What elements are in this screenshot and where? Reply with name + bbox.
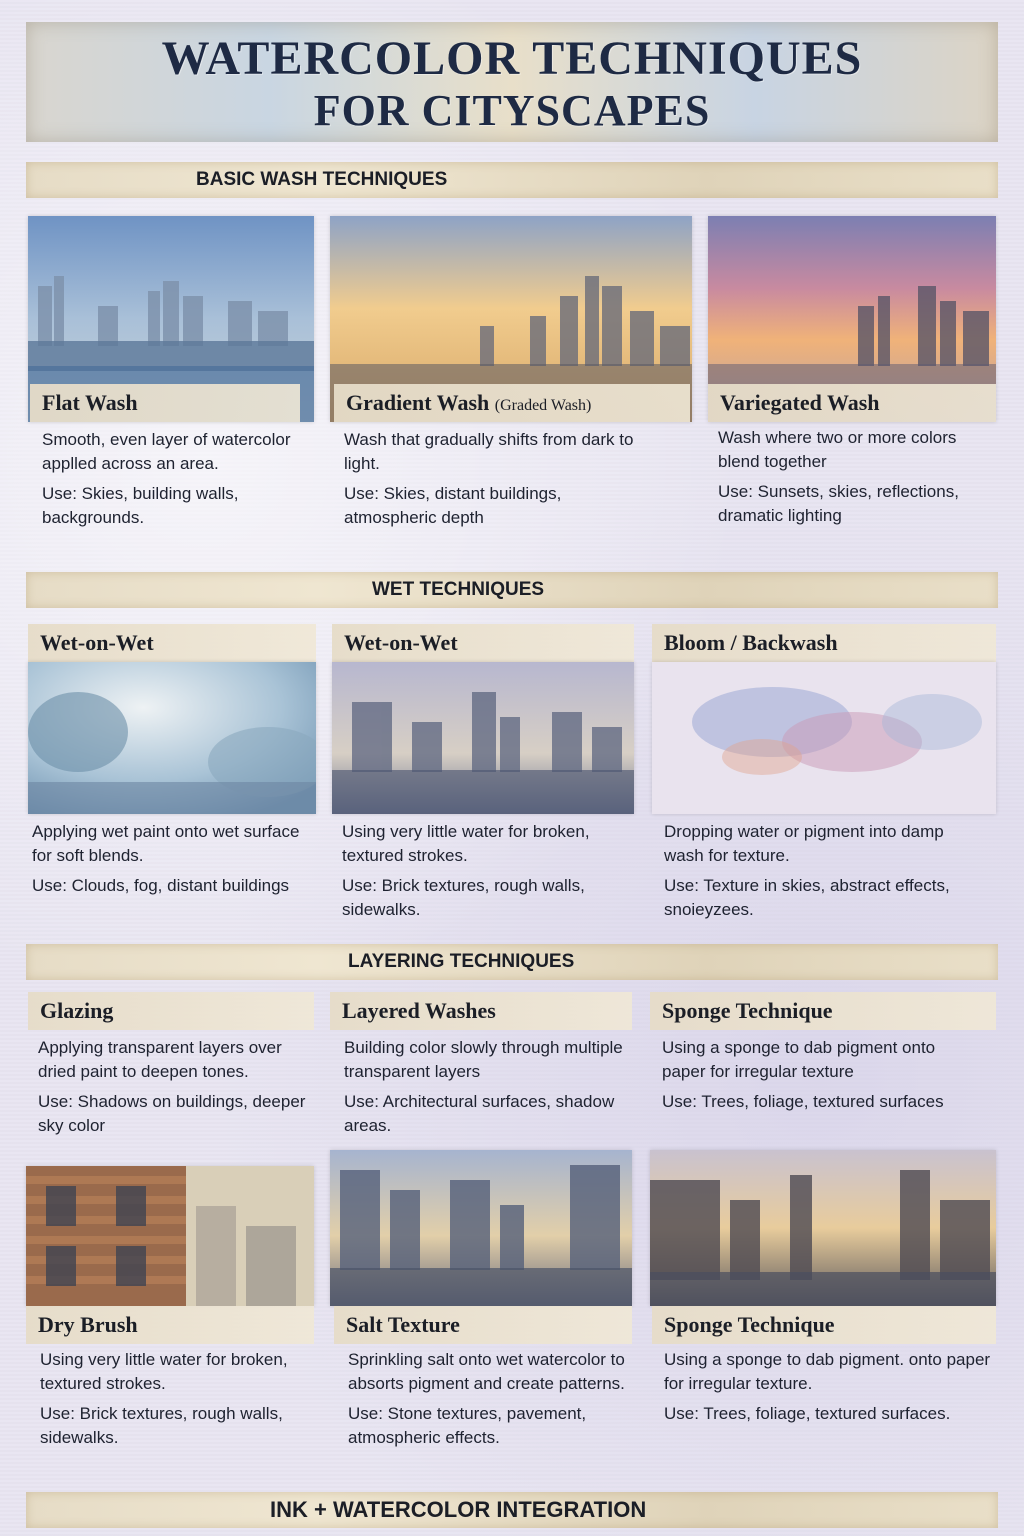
section-title-wet: WET TECHNIQUES — [372, 579, 545, 600]
bloom-painting — [652, 662, 996, 814]
layered-washes-use: Use: Architectural surfaces, shadow areas. — [344, 1092, 615, 1135]
wet-on-wet-2-painting — [332, 662, 634, 814]
dry-brush-desc: Using very little water for broken, textured strokes. — [40, 1350, 288, 1393]
glazing-title: Glazing — [40, 998, 114, 1023]
page-title-banner — [26, 22, 998, 142]
wet-on-wet-2-title: Wet-on-Wet — [344, 630, 458, 655]
salt-texture-title: Salt Texture — [346, 1312, 460, 1337]
bloom-use: Use: Texture in skies, abstract effects, snoieyzees. — [664, 876, 950, 919]
salt-texture-desc: Sprinkling salt onto wet watercolor to absorts pigment and create patterns. — [348, 1350, 625, 1393]
wet-on-wet-2-description — [342, 820, 632, 928]
wet-on-wet-1-description — [32, 820, 317, 904]
section-title-layering: LAYERING TECHNIQUES — [348, 951, 575, 972]
layered-washes-title: Layered Washes — [342, 998, 496, 1023]
wet-on-wet-1-painting — [28, 662, 316, 814]
dry-brush-painting — [26, 1166, 314, 1306]
layered-washes-description — [344, 1036, 629, 1144]
card-title-bloom — [652, 624, 996, 662]
sponge-2-desc: Using a sponge to dab pigment. onto paper for irregular texture. — [664, 1350, 991, 1393]
dry-brush-use: Use: Brick textures, rough walls, sidewalks. — [40, 1404, 283, 1447]
card-title-gradient-wash — [334, 384, 690, 422]
card-title-wet-on-wet-2 — [332, 624, 634, 662]
section-banner-ink — [26, 1492, 998, 1528]
flat-wash-description — [42, 428, 302, 536]
gradient-wash-title: Gradient Wash — [346, 390, 490, 415]
page-title-line-1: WATERCOLOR TECHNIQUES — [161, 32, 863, 85]
glazing-desc: Applying transparent layers over dried paint to deepen tones. — [38, 1038, 282, 1081]
salt-texture-painting — [330, 1150, 632, 1306]
variegated-wash-desc: Wash where two or more colors blend together — [718, 428, 957, 471]
card-title-flat-wash — [30, 384, 300, 422]
wet-on-wet-2-desc: Using very little water for broken, textured strokes. — [342, 822, 590, 865]
sponge-2-description — [664, 1348, 994, 1432]
sponge-2-use: Use: Trees, foliage, textured surfaces. — [664, 1404, 951, 1423]
flat-wash-desc: Smooth, even layer of watercolor applled across an area. — [42, 430, 291, 473]
wet-on-wet-1-desc: Applying wet paint onto wet surface for soft blends. — [32, 822, 300, 865]
gradient-wash-subtitle: (Graded Wash) — [494, 397, 592, 414]
bloom-title: Bloom / Backwash — [664, 630, 838, 655]
card-title-glazing — [28, 992, 314, 1030]
section-banner-wet — [26, 572, 998, 608]
wet-on-wet-1-use: Use: Clouds, fog, distant buildings — [32, 876, 290, 895]
card-title-sponge-1 — [650, 992, 996, 1030]
card-title-wet-on-wet-1 — [28, 624, 316, 662]
salt-texture-use: Use: Stone textures, pavement, atmospheric effects. — [348, 1404, 587, 1447]
card-title-sponge-2 — [652, 1306, 996, 1344]
flat-wash-title: Flat Wash — [42, 390, 138, 415]
card-title-salt-texture — [334, 1306, 632, 1344]
variegated-wash-title: Variegated Wash — [720, 390, 880, 415]
bloom-description — [664, 820, 984, 928]
glazing-use: Use: Shadows on buildings, deeper sky color — [38, 1092, 306, 1135]
salt-texture-description — [348, 1348, 630, 1456]
section-banner-layering — [26, 944, 998, 980]
dry-brush-title: Dry Brush — [38, 1312, 138, 1337]
card-title-dry-brush — [26, 1306, 314, 1344]
wet-on-wet-2-use: Use: Brick textures, rough walls, sidewalks. — [342, 876, 585, 919]
page-title-line-2: FOR CITYSCAPES — [313, 86, 711, 135]
bloom-desc: Dropping water or pigment into damp wash for texture. — [664, 822, 944, 865]
card-title-variegated-wash — [708, 384, 996, 422]
gradient-wash-desc: Wash that gradually shifts from dark to light. — [344, 430, 634, 473]
sponge-2-title: Sponge Technique — [664, 1312, 835, 1337]
glazing-description — [38, 1036, 308, 1144]
sponge-1-desc: Using a sponge to dab pigment onto paper for irregular texture — [662, 1038, 936, 1081]
layered-washes-desc: Building color slowly through multiple transparent layers — [344, 1038, 623, 1081]
sponge-1-title: Sponge Technique — [662, 998, 833, 1023]
section-title-basic: BASIC WASH TECHNIQUES — [196, 169, 448, 190]
section-banner-basic — [26, 162, 998, 198]
gradient-wash-description — [344, 428, 644, 536]
variegated-wash-description — [718, 426, 998, 534]
variegated-wash-use: Use: Sunsets, skies, reflections, dramatic lighting — [718, 482, 959, 525]
sponge-1-description — [662, 1036, 982, 1120]
sponge-1-use: Use: Trees, foliage, textured surfaces — [662, 1092, 944, 1111]
dry-brush-description — [40, 1348, 320, 1456]
card-title-layered-washes — [330, 992, 632, 1030]
section-title-ink: INK + WATERCOLOR INTEGRATION — [270, 1497, 647, 1522]
wet-on-wet-1-title: Wet-on-Wet — [40, 630, 154, 655]
sponge-2-painting — [650, 1150, 996, 1306]
gradient-wash-use: Use: Skies, distant buildings, atmospheric depth — [344, 484, 562, 527]
flat-wash-use: Use: Skies, building walls, backgrounds. — [42, 484, 239, 527]
